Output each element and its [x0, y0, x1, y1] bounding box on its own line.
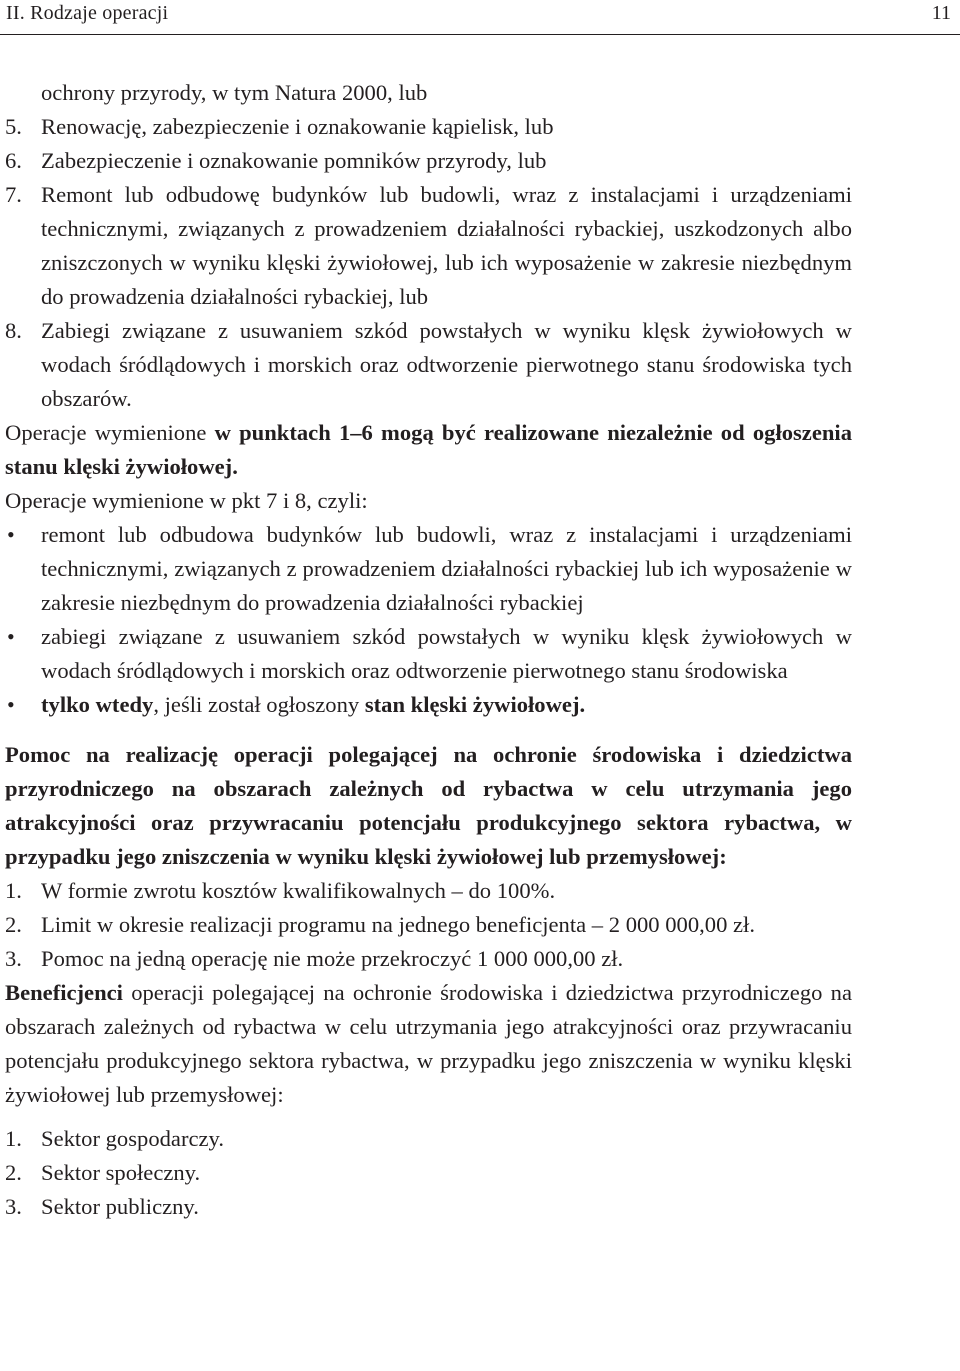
item-number: 8. — [5, 318, 22, 343]
item-number: 3. — [5, 946, 22, 971]
bullet-icon: • — [7, 624, 15, 649]
header-divider — [0, 34, 960, 35]
list-item — [5, 1122, 852, 1156]
bullet-item — [5, 620, 852, 688]
list-item — [5, 942, 852, 976]
item-number: 3. — [5, 1194, 22, 1219]
list-item — [5, 1156, 852, 1190]
item-number: 1. — [5, 1126, 22, 1151]
section-heading: Pomoc na realizację operacji polegającej na ochronie środowiska i dziedzictwa przyrodniczego na obszarach zależnych od rybactwa w celu utrzymania jego atrakcyjności oraz przywracaniu potencjału produkcyjnego sektora rybactwa, w przypadku jego zniszczenia w wyniku klęski żywiołowej lub przemysłowej: — [5, 742, 852, 869]
beneficiaries-paragraph — [5, 976, 852, 1112]
bullet-icon: • — [7, 522, 15, 547]
bullet-text: , jeśli został ogłoszony — [153, 692, 365, 717]
item-text: Pomoc na jedną operację nie może przekroczyć 1 000 000,00 zł. — [41, 946, 624, 971]
paragraph-text: Operacje wymienione — [5, 420, 215, 445]
bullet-text: zabiegi związane z usuwaniem szkód powstałych w wyniku klęsk żywiołowych w wodach śródlądowych i morskich oraz odtworzenie pierwotnego stanu środowiska — [41, 624, 852, 683]
paragraph-operations-1-6 — [5, 416, 852, 484]
item-text: Zabiegi związane z usuwaniem szkód powstałych w wyniku klęsk żywiołowych w wodach śródlądowych i morskich oraz odtworzenie pierwotnego stanu środowiska tych obszarów. — [41, 318, 852, 411]
bold-text: tylko wtedy — [41, 692, 154, 717]
page-body — [5, 76, 852, 1224]
bold-text: w punktach 1–6 mogą być realizowane niezależnie od ogłoszenia stanu klęski żywiołowej — [5, 420, 853, 479]
chapter-title: II. Rodzaje operacji — [6, 2, 169, 24]
bullet-item — [5, 518, 852, 620]
bold-text: Beneficjenci — [5, 980, 123, 1005]
page-header — [0, 0, 960, 27]
list-item — [5, 314, 852, 416]
page-number: 11 — [931, 2, 951, 24]
item-number: 7. — [5, 182, 22, 207]
item-number: 5. — [5, 114, 22, 139]
list-item — [5, 908, 852, 942]
item-text: Limit w okresie realizacji programu na jednego beneficjenta – 2 000 000,00 zł. — [41, 912, 755, 937]
bold-text: . — [232, 454, 238, 479]
list-item — [5, 110, 852, 144]
bullet-item — [5, 688, 852, 722]
item-number: 2. — [5, 1160, 22, 1185]
spacer — [5, 722, 852, 738]
item-text: Remont lub odbudowę budynków lub budowli, wraz z instalacjami i urządzeniami technicznymi, związanych z prowadzeniem działalności rybackiej, uszkodzonych albo zniszczonych w wyniku klęski żywiołowej, lub ich wyposażenie w zakresie niezbędnym do prowadzenia działalności rybackiej, lub — [41, 182, 852, 309]
list-item — [5, 144, 852, 178]
paragraph-text: operacji polegającej na ochronie środowiska i dziedzictwa przyrodniczego na obszarach zależnych od rybactwa w celu utrzymania jego atrakcyjności oraz przywracaniu potencjału produkcyjnego sektora rybactwa, w przypadku jego zniszczenia w wyniku klęski żywiołowej lub przemysłowej: — [5, 980, 852, 1107]
item-text: W formie zwrotu kosztów kwalifikowalnych – do 100%. — [41, 878, 556, 903]
spacer — [5, 1112, 852, 1122]
paragraph-operations-7-8: Operacje wymienione w pkt 7 i 8, czyli: — [5, 488, 368, 513]
item-number: 1. — [5, 878, 22, 903]
list-item — [5, 178, 852, 314]
item-text: Sektor publiczny. — [41, 1194, 199, 1219]
list-continuation: ochrony przyrody, w tym Natura 2000, lub — [41, 80, 428, 105]
bold-text: stan klęski żywiołowej. — [364, 692, 586, 717]
item-text: Sektor społeczny. — [41, 1160, 201, 1185]
item-number: 6. — [5, 148, 22, 173]
item-number: 2. — [5, 912, 22, 937]
item-text: Sektor gospodarczy. — [41, 1126, 225, 1151]
list-item — [5, 1190, 852, 1224]
list-item — [5, 874, 852, 908]
bullet-icon: • — [7, 692, 15, 717]
bullet-text: remont lub odbudowa budynków lub budowli, wraz z instalacjami i urządzeniami technicznymi, związanych z prowadzeniem działalności rybackiej lub ich wyposażenie w zakresie niezbędnym do prowadzenia działalności rybackiej — [41, 522, 852, 615]
item-text: Zabezpieczenie i oznakowanie pomników przyrody, lub — [41, 148, 547, 173]
item-text: Renowację, zabezpieczenie i oznakowanie kąpielisk, lub — [41, 114, 554, 139]
